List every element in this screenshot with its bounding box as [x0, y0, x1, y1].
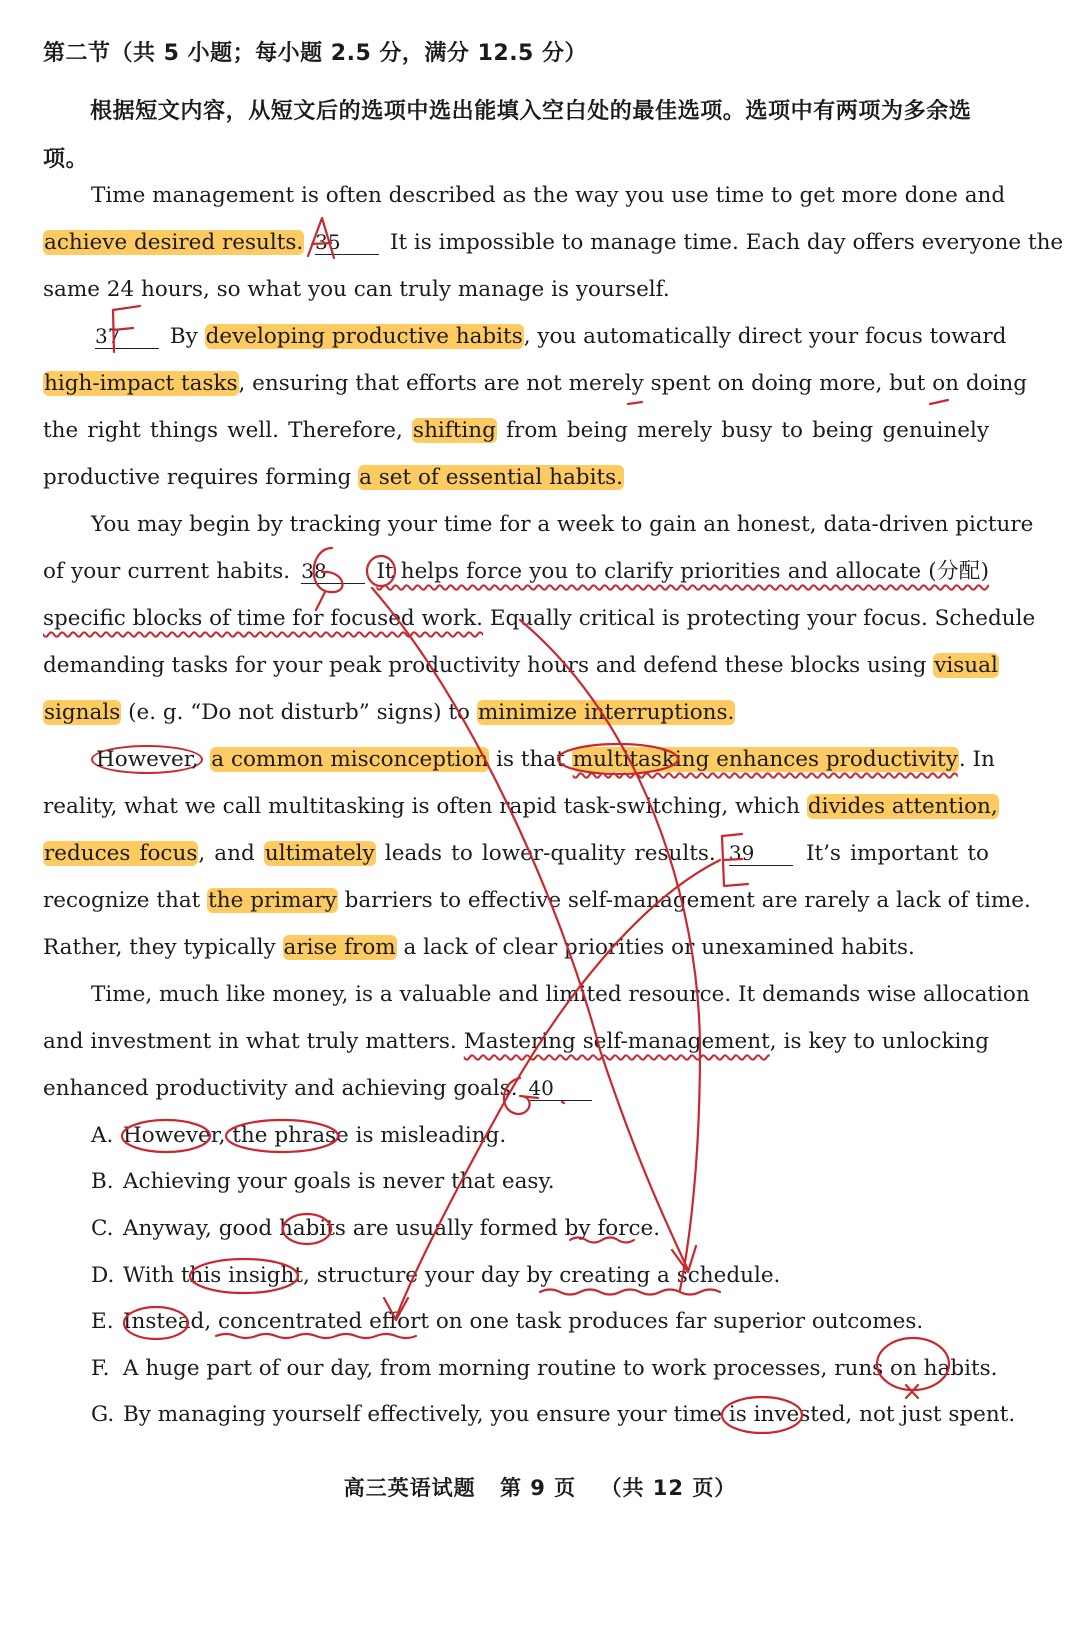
highlight: the primary — [208, 888, 337, 913]
passage-line: achieve desired results. 35 It is impossible to manage time. Each day offers everyone the — [44, 230, 1064, 255]
section-heading: 第二节（共 5 小题；每小题 2.5 分，满分 12.5 分） — [43, 41, 588, 66]
passage-line: demanding tasks for your peak productivity hours and defend these blocks using visual — [43, 653, 998, 678]
passage-line: of your current habits. 38 It helps force you to clarify priorities and allocate (分配) — [43, 559, 989, 584]
passage-line: recognize that the primary barriers to effective self-management are rarely a lack of time. — [43, 888, 1031, 913]
option-g: G. By managing yourself effectively, you ensure your time is invested, not just spent. — [91, 1402, 1016, 1427]
blank-39: 39 — [729, 841, 793, 866]
passage-line: and investment in what truly matters. Mastering self-management, is key to unlocking — [43, 1029, 989, 1054]
highlight: multitasking enhances productivity — [572, 747, 958, 772]
passage-line: specific blocks of time for focused work. Equally critical is protecting your focus. Schedule — [43, 606, 1036, 631]
blank-38: 38 — [301, 559, 365, 584]
highlight: high-impact tasks — [44, 371, 238, 396]
passage-line: You may begin by tracking your time for a week to gain an honest, data-driven picture — [91, 512, 1034, 537]
passage-line: Time, much like money, is a valuable and limited resource. It demands wise allocation — [91, 982, 1030, 1007]
passage-line: enhanced productivity and achieving goals. 40 — [43, 1069, 989, 1109]
option-d: D. With this insight, structure your day by creating a schedule. — [91, 1263, 781, 1288]
passage-line: reduces focus, and ultimately leads to lower-quality results. 39 It’s important to — [44, 841, 989, 866]
footer-page: 第 9 页 — [499, 1476, 577, 1500]
passage-line: Rather, they typically arise from a lack of clear priorities or unexamined habits. — [43, 935, 915, 960]
page-footer — [0, 1472, 1080, 1502]
passage-line: However, a common misconception is that multitasking enhances productivity. In — [91, 740, 989, 780]
option-c: C. Anyway, good habits are usually formed by force. — [91, 1216, 661, 1241]
option-e: E. Instead, concentrated effort on one task produces far superior outcomes. — [91, 1309, 924, 1334]
option-a: A. However, the phrase is misleading. — [91, 1123, 507, 1148]
highlight: signals — [44, 700, 121, 725]
passage-line: high-impact tasks, ensuring that efforts are not merely spent on doing more, but on doing — [44, 371, 1028, 396]
instructions: 根据短文内容，从短文后的选项中选出能填入空白处的最佳选项。选项中有两项为多余选项。 — [43, 99, 972, 172]
option-f: F. A huge part of our day, from morning routine to work processes, runs on habits. — [91, 1356, 998, 1381]
blank-37: 37 — [95, 324, 159, 349]
passage-line: productive requires forming a set of essential habits. — [43, 465, 623, 490]
passage-line: reality, what we call multitasking is often rapid task-switching, which divides attention, — [43, 794, 998, 819]
highlight: ultimately — [264, 841, 375, 866]
blank-40: 40 — [528, 1076, 592, 1101]
passage-line: signals (e. g. “Do not disturb” signs) to minimize interruptions. — [44, 700, 735, 725]
highlight: shifting — [413, 418, 496, 443]
option-b: B. Achieving your goals is never that easy. — [91, 1169, 555, 1194]
highlight: achieve desired results. — [44, 230, 304, 255]
highlight: reduces focus — [44, 841, 198, 866]
circled-word: However, — [91, 745, 203, 774]
passage-line: the right things well. Therefore, shifting from being merely busy to being genuinely — [43, 418, 989, 443]
highlight: developing productive habits — [205, 324, 523, 349]
footer-total: （共 12 页） — [600, 1476, 737, 1500]
passage-line: same 24 hours, so what you can truly manage is yourself. — [43, 277, 670, 302]
passage-line: Time management is often described as the way you use time to get more done and — [91, 183, 1006, 208]
highlight: divides attention, — [807, 794, 998, 819]
passage-line: 37 By developing productive habits, you automatically direct your focus toward — [95, 324, 1007, 349]
highlight: arise from — [283, 935, 396, 960]
highlight: a common misconception — [211, 747, 489, 772]
highlight: visual — [934, 653, 998, 678]
blank-35: 35 — [315, 230, 379, 255]
highlight: a set of essential habits. — [359, 465, 623, 490]
footer-title: 高三英语试题 — [343, 1476, 476, 1500]
highlight: minimize interruptions. — [477, 700, 735, 725]
